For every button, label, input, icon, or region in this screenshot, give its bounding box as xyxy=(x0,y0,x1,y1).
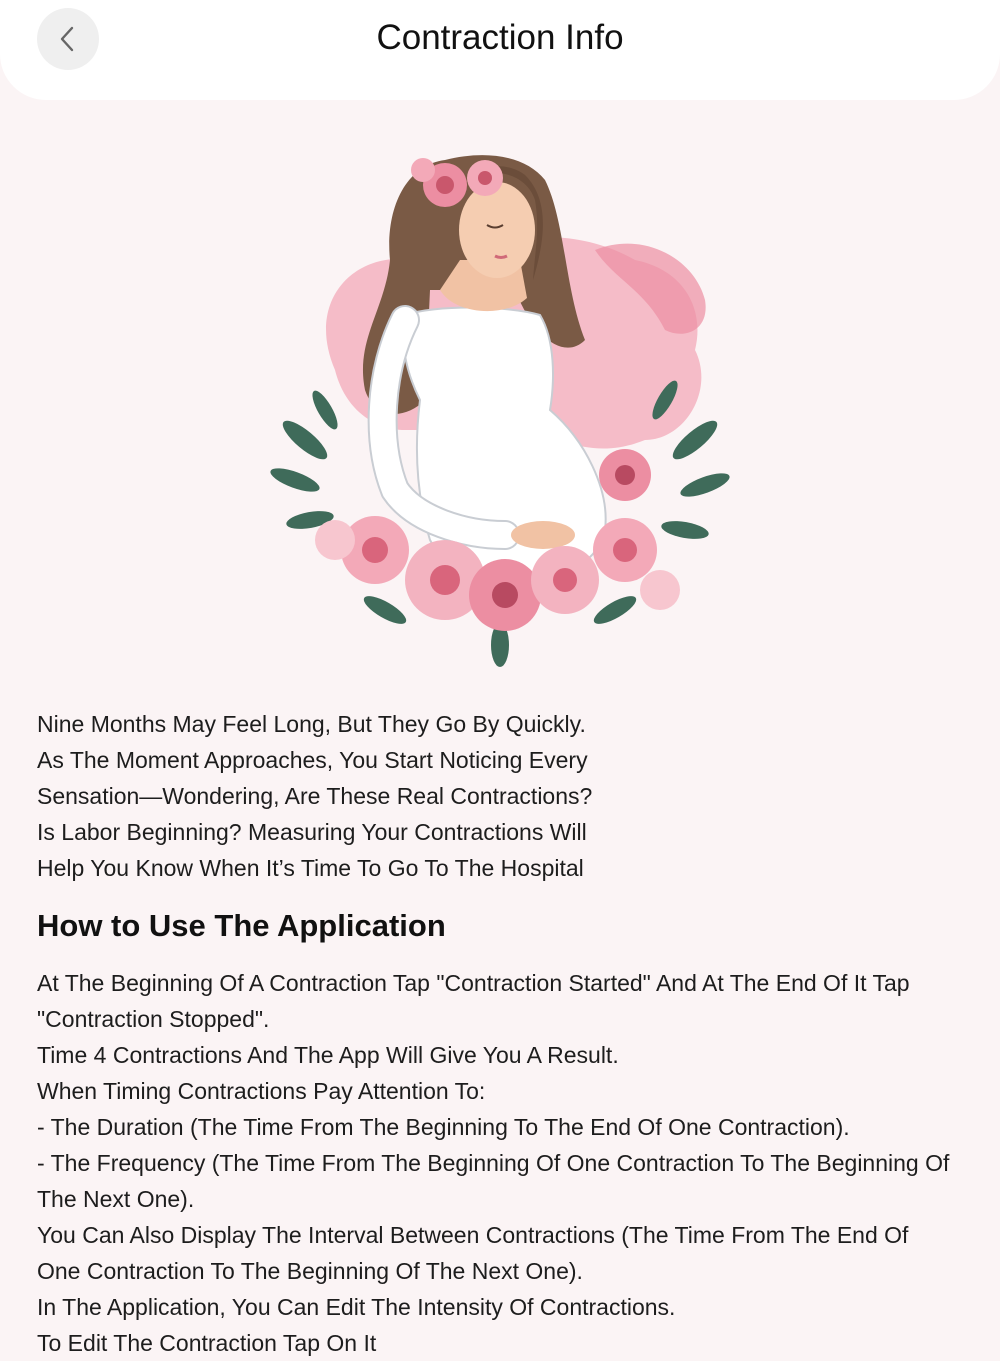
intro-line: Is Labor Beginning? Measuring Your Contractions Will xyxy=(37,819,587,845)
intro-line: Sensation—Wondering, Are These Real Contractions? xyxy=(37,783,593,809)
instruction-paragraph: To Edit The Contraction Tap On It xyxy=(37,1330,377,1356)
intro-line: Nine Months May Feel Long, But They Go By Quickly. xyxy=(37,711,586,737)
intro-line: Help You Know When It’s Time To Go To The Hospital xyxy=(37,855,584,881)
instruction-paragraph: In The Application, You Can Edit The Intensity Of Contractions. xyxy=(37,1294,676,1320)
instruction-paragraph: - The Duration (The Time From The Beginning To The End Of One Contraction). xyxy=(37,1114,850,1140)
instructions-text xyxy=(37,965,957,1361)
instruction-paragraph: - The Frequency (The Time From The Beginning Of One Contraction To The Beginning Of The Next One). xyxy=(37,1150,950,1212)
page-title: Contraction Info xyxy=(376,18,624,57)
top-bar xyxy=(0,0,1000,100)
instruction-paragraph: At The Beginning Of A Contraction Tap "Contraction Started" And At The End Of It Tap "Contraction Stopped". xyxy=(37,970,910,1032)
instruction-paragraph: When Timing Contractions Pay Attention To: xyxy=(37,1078,486,1104)
intro-line: As The Moment Approaches, You Start Noticing Every xyxy=(37,747,588,773)
pregnant-woman-illustration xyxy=(265,140,735,670)
instruction-paragraph: Time 4 Contractions And The App Will Give You A Result. xyxy=(37,1042,619,1068)
section-heading: How to Use The Application xyxy=(37,908,446,943)
instruction-paragraph: You Can Also Display The Interval Between Contractions (The Time From The End Of One Contraction To The Beginning Of The Next One). xyxy=(37,1222,909,1284)
intro-paragraph xyxy=(37,706,657,886)
